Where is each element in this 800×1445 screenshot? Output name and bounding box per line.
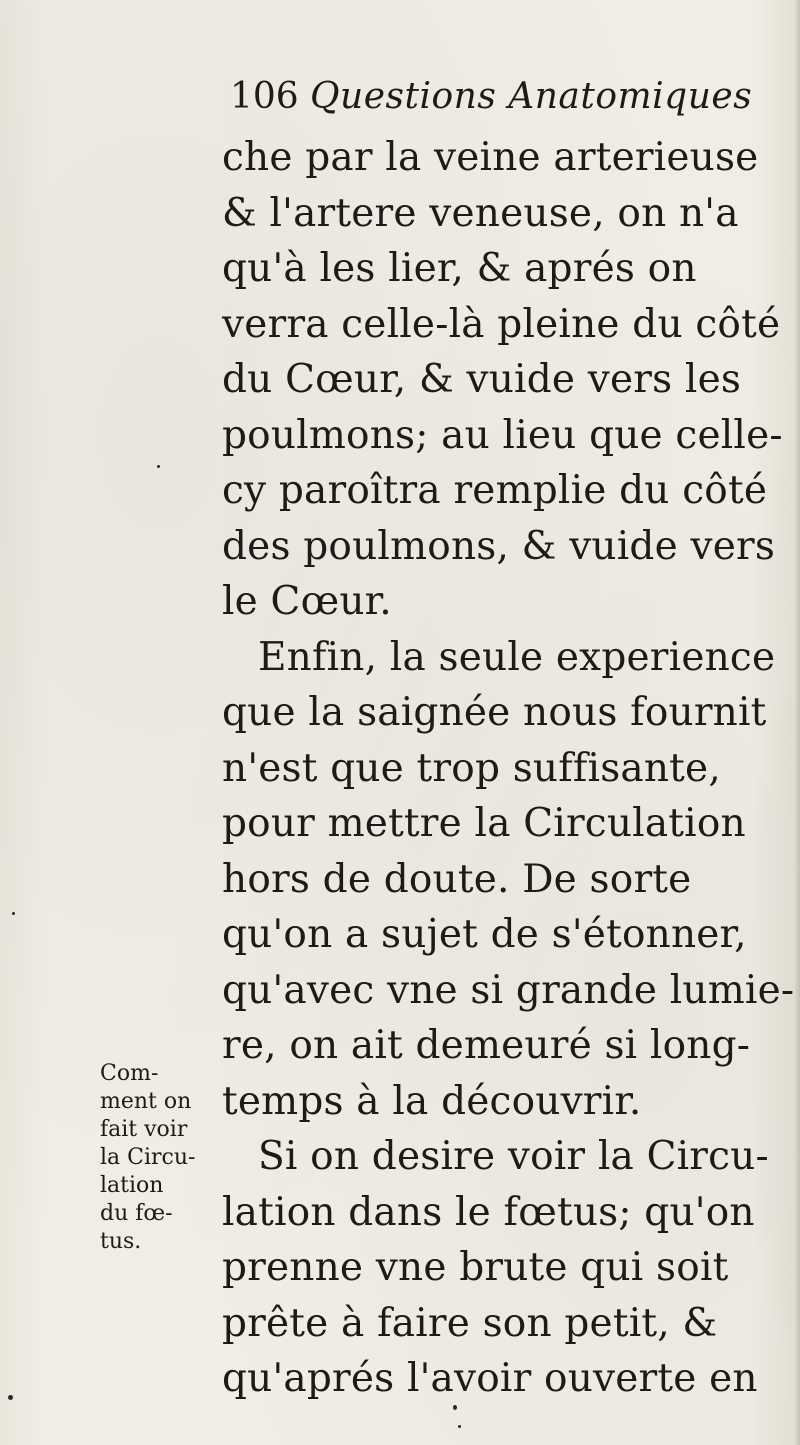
text-line: qu'on a sujet de s'étonner, [222, 912, 747, 957]
text-line: que la saignée nous fournit [222, 690, 767, 735]
text-line: Si on desire voir la Circu- [258, 1134, 769, 1179]
text-line: che par la veine arterieuse [222, 135, 759, 180]
text-line: qu'à les lier, & aprés on [222, 246, 697, 291]
margin-note-line: du fœ- [100, 1201, 173, 1226]
margin-note-line: lation [100, 1173, 164, 1198]
main-text-block [222, 130, 795, 1407]
text-line: poulmons; au lieu que celle- [222, 412, 783, 458]
text-line: hors de doute. De sorte [222, 856, 692, 902]
margin-note-line: Com- [100, 1061, 159, 1086]
text-line: re, on ait demeuré si long- [222, 1023, 751, 1068]
running-head: Questions Anatomiques [310, 76, 753, 117]
margin-note-line: la Circu- [100, 1145, 196, 1170]
margin-note-line: tus. [100, 1229, 142, 1254]
text-line: prenne vne brute qui soit [222, 1245, 729, 1290]
text-line: le Cœur. [222, 579, 392, 624]
text-line: du Cœur, & vuide vers les [222, 357, 742, 402]
page-number: 106 [230, 76, 299, 117]
text-line: Enfin, la seule experience [258, 634, 776, 680]
ink-speck [458, 1425, 461, 1428]
text-line: & l'artere veneuse, on n'a [222, 190, 739, 236]
text-line: verra celle-là pleine du côté [222, 301, 781, 347]
margin-note-line: fait voir [100, 1117, 188, 1142]
margin-note-line: ment on [100, 1089, 192, 1114]
margin-note [100, 1060, 210, 1256]
ink-speck [453, 1405, 457, 1410]
page-header [230, 72, 770, 122]
text-line: n'est que trop suffisante, [222, 745, 721, 791]
ink-speck [8, 1395, 13, 1400]
text-line: cy paroîtra remplie du côté [222, 468, 768, 513]
ink-speck [12, 912, 15, 915]
text-line: qu'aprés l'avoir ouverte en [222, 1356, 758, 1401]
text-line: des poulmons, & vuide vers [222, 523, 776, 569]
text-line: prête à faire son petit, & [222, 1300, 718, 1346]
ink-speck [157, 465, 160, 468]
page-edge-shadow [794, 0, 800, 1445]
text-line: pour mettre la Circulation [222, 801, 746, 846]
text-line: qu'avec vne si grande lumie- [222, 967, 795, 1013]
text-line: lation dans le fœtus; qu'on [222, 1189, 755, 1235]
text-line: temps à la découvrir. [222, 1078, 642, 1124]
